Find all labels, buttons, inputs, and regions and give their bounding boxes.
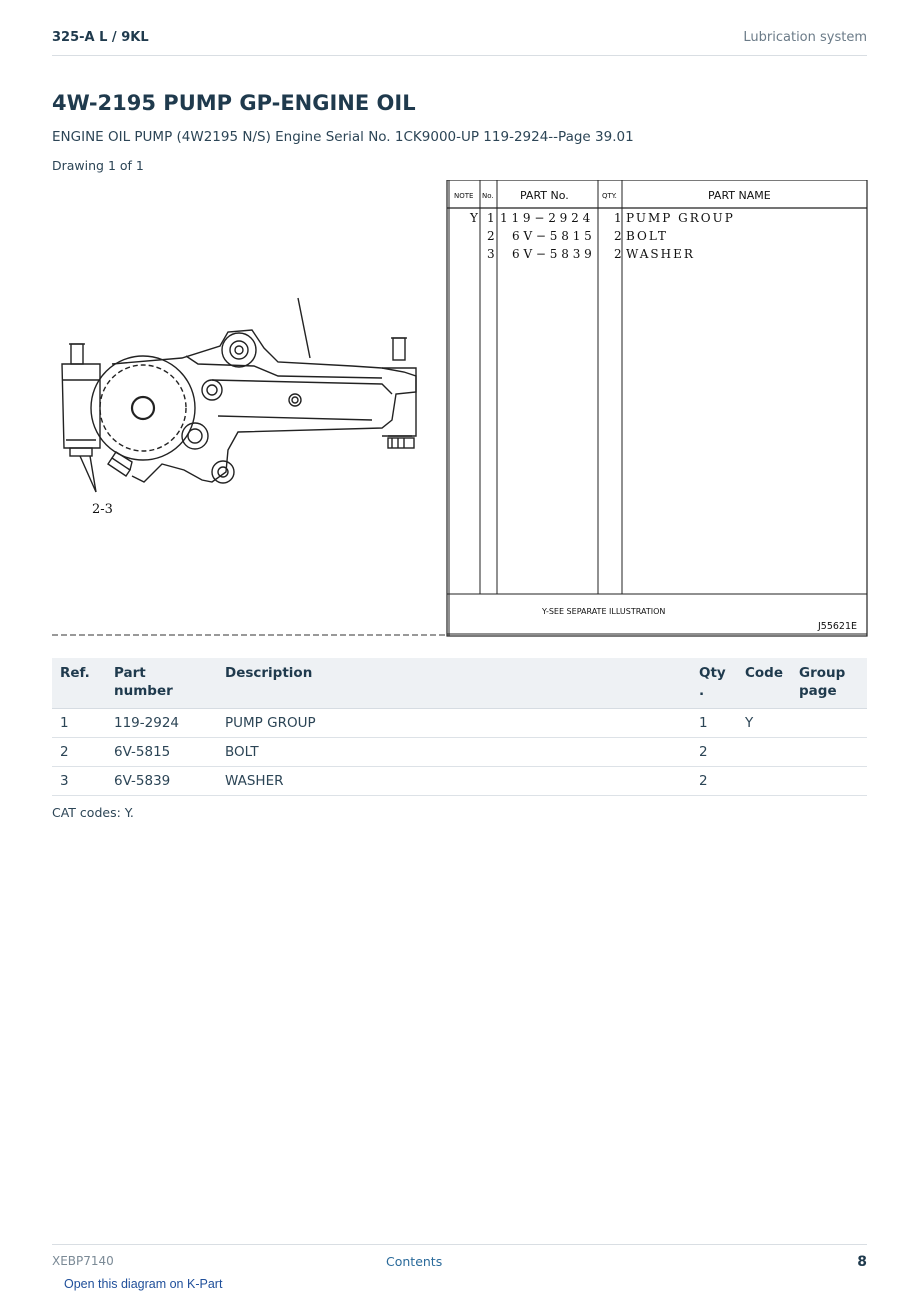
col-qty: Qty .	[691, 658, 737, 709]
page-header	[52, 28, 867, 56]
ref-cell: 2	[52, 738, 106, 767]
svg-text:2: 2	[487, 229, 495, 243]
table-row	[52, 738, 867, 767]
svg-text:2: 2	[614, 247, 622, 261]
svg-text:1: 1	[487, 211, 495, 225]
group-page-cell	[791, 738, 867, 767]
description-cell: BOLT	[217, 738, 691, 767]
svg-text:No.: No.	[482, 192, 494, 200]
col-code: Code	[737, 658, 791, 709]
page-subtitle: ENGINE OIL PUMP (4W2195 N/S) Engine Serial No. 1CK9000-UP 119-2924--Page 39.01	[52, 129, 634, 145]
svg-text:1 1 9 − 2 9 2 4: 1 1 9 − 2 9 2 4	[500, 211, 591, 225]
col-group-page: Group page	[791, 658, 867, 709]
code-cell	[737, 767, 791, 796]
section-label: Lubrication system	[743, 30, 867, 45]
scan-parts-list	[447, 180, 867, 636]
part-number-cell: 6V-5839	[106, 767, 217, 796]
ref-cell: 3	[52, 767, 106, 796]
svg-text:3: 3	[487, 247, 495, 261]
page-title: 4W-2195 PUMP GP-ENGINE OIL	[52, 91, 416, 115]
parts-drawing	[52, 180, 868, 638]
qty-cell: 1	[691, 709, 737, 738]
svg-text:PART NAME: PART NAME	[708, 189, 771, 202]
model-label: 325-A L / 9KL	[52, 30, 149, 45]
page-footer	[52, 1244, 867, 1274]
group-page-cell	[791, 709, 867, 738]
parts-table-header	[52, 658, 867, 709]
svg-text:1: 1	[614, 211, 622, 225]
group-page-cell	[791, 767, 867, 796]
svg-text:Y: Y	[470, 211, 478, 225]
col-description: Description	[217, 658, 691, 709]
drawing-count: Drawing 1 of 1	[52, 158, 144, 173]
svg-text:2: 2	[614, 229, 622, 243]
qty-cell: 2	[691, 738, 737, 767]
svg-text:6 V − 5 8 1 5: 6 V − 5 8 1 5	[512, 229, 592, 243]
table-row	[52, 767, 867, 796]
code-cell	[737, 738, 791, 767]
svg-text:BOLT: BOLT	[626, 229, 668, 243]
parts-table	[52, 658, 867, 796]
document-id: XEBP7140	[52, 1254, 114, 1268]
svg-text:6 V − 5 8 3 9: 6 V − 5 8 3 9	[512, 247, 592, 261]
contents-link[interactable]: Contents	[386, 1254, 443, 1269]
part-number-cell: 119-2924	[106, 709, 217, 738]
svg-text:NOTE: NOTE	[454, 192, 474, 200]
scan-footnote: Y-SEE SEPARATE ILLUSTRATION	[542, 607, 666, 616]
table-row	[52, 709, 867, 738]
col-part-number: Part number	[106, 658, 217, 709]
pump-illustration	[62, 298, 416, 492]
open-kpart-link[interactable]: Open this diagram on K-Part	[64, 1277, 223, 1291]
drawing-id: J55621E	[818, 621, 858, 632]
description-cell: PUMP GROUP	[217, 709, 691, 738]
svg-text:PUMP GROUP: PUMP GROUP	[626, 211, 735, 225]
callout-label: 2-3	[92, 502, 113, 517]
svg-text:QTY.: QTY.	[602, 192, 617, 200]
qty-cell: 2	[691, 767, 737, 796]
cat-codes-note: CAT codes: Y.	[52, 805, 134, 820]
part-number-cell: 6V-5815	[106, 738, 217, 767]
page-number: 8	[857, 1254, 867, 1270]
code-cell: Y	[737, 709, 791, 738]
svg-text:WASHER: WASHER	[626, 247, 695, 261]
svg-text:PART No.: PART No.	[520, 189, 569, 202]
drawing-illustration	[52, 180, 868, 638]
description-cell: WASHER	[217, 767, 691, 796]
col-ref: Ref.	[52, 658, 106, 709]
ref-cell: 1	[52, 709, 106, 738]
